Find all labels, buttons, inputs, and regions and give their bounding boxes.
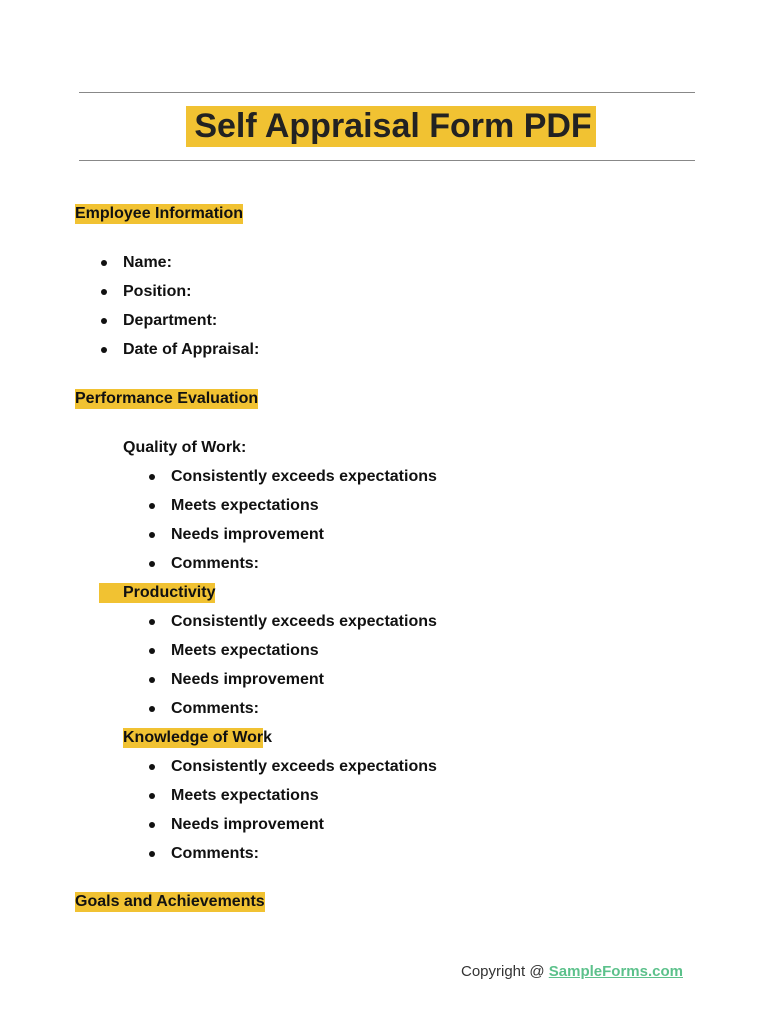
bullet-icon — [149, 677, 155, 683]
bullet-icon — [149, 619, 155, 625]
section-heading-employee: Employee Information — [75, 205, 244, 222]
bullet-icon — [149, 793, 155, 799]
rating-option: Needs improvement — [171, 816, 324, 833]
bullet-icon — [101, 347, 107, 353]
bullet-icon — [149, 706, 155, 712]
rating-option: Meets expectations — [171, 787, 319, 804]
group-label: Knowledge of Work — [123, 729, 273, 746]
bottom-divider — [79, 160, 695, 161]
rating-option: Needs improvement — [171, 526, 324, 543]
bullet-icon — [149, 822, 155, 828]
bullet-icon — [149, 851, 155, 857]
bullet-icon — [149, 764, 155, 770]
rating-option: Comments: — [171, 700, 260, 717]
bullet-icon — [101, 260, 107, 266]
sampleforms-link[interactable]: SampleForms.com — [548, 963, 683, 980]
copyright-text: Copyright @ — [461, 963, 549, 980]
group-label: Productivity — [99, 583, 215, 603]
rating-option: Comments: — [171, 555, 260, 572]
bullet-icon — [101, 289, 107, 295]
employee-field: Date of Appraisal: — [123, 341, 260, 358]
bullet-icon — [149, 532, 155, 538]
employee-field: Name: — [123, 254, 172, 271]
rating-option: Meets expectations — [171, 497, 319, 514]
section-heading-goals: Goals and Achievements — [75, 893, 265, 910]
employee-field: Position: — [123, 283, 192, 300]
bullet-icon — [149, 561, 155, 567]
title-text: Self Appraisal Form PDF — [186, 106, 595, 147]
page-title — [0, 106, 782, 147]
top-divider — [79, 92, 695, 93]
group-label: Quality of Work: — [123, 439, 247, 456]
rating-option: Consistently exceeds expectations — [171, 758, 437, 775]
rating-option: Comments: — [171, 845, 260, 862]
bullet-icon — [149, 648, 155, 654]
bullet-icon — [101, 318, 107, 324]
bullet-icon — [149, 474, 155, 480]
section-heading-performance: Performance Evaluation — [75, 390, 259, 407]
bullet-icon — [149, 503, 155, 509]
rating-option: Consistently exceeds expectations — [171, 468, 437, 485]
rating-option: Meets expectations — [171, 642, 319, 659]
employee-field: Department: — [123, 312, 218, 329]
rating-option: Consistently exceeds expectations — [171, 613, 437, 630]
footer-copyright — [461, 963, 683, 980]
rating-option: Needs improvement — [171, 671, 324, 688]
